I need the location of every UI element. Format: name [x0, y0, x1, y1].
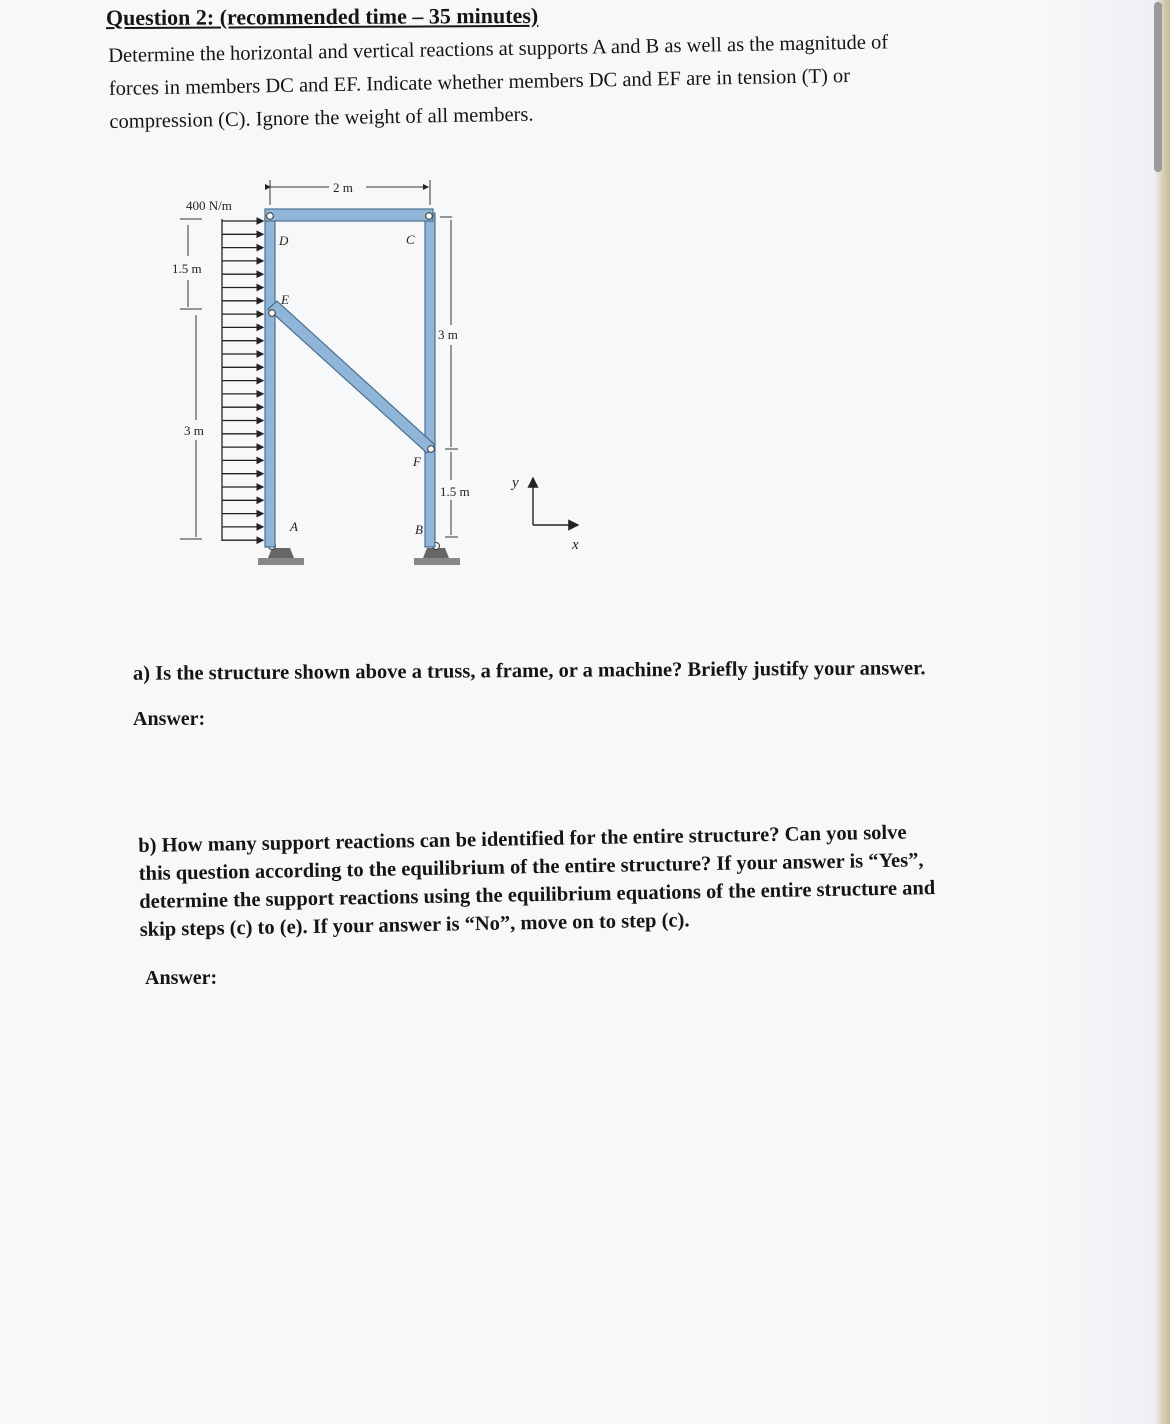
- question-title: Question 2: (recommended time – 35 minutes): [105, 2, 539, 31]
- question-b: b) How many support reactions can be identified for the entire structure? Can you solve this question according to the equilibrium of the entire structure? If your answer is “Yes”, determine the support reactions using the equilibrium equations of the entire structure and skip steps (c) to (e). If your answer is “No”, move on to step (c).: [138, 821, 936, 941]
- member-e-f: [268, 301, 435, 453]
- member-d-c: [265, 209, 433, 221]
- dim-right-bottom-label: 1.5 m: [440, 484, 470, 499]
- member-c-b: [425, 213, 435, 547]
- answer-a-label: Answer:: [133, 708, 206, 730]
- dim-left-bottom-label: 3 m: [184, 423, 204, 438]
- distributed-load: [222, 219, 263, 541]
- axis-y-label: y: [512, 475, 519, 491]
- dim-right-top-label: 3 m: [438, 327, 458, 342]
- support-a-label: A: [290, 519, 298, 534]
- question-a: a) Is the structure shown above a truss, a frame, or a machine? Briefly justify your answer.: [132, 657, 926, 685]
- member-a-d: [265, 217, 275, 547]
- dim-left-top-label: 1.5 m: [172, 261, 202, 276]
- frame-figure: [0, 0, 1170, 620]
- joint-d-label: D: [279, 233, 289, 248]
- load-label: 400 N/m: [186, 198, 232, 213]
- support-b-label: B: [415, 522, 423, 537]
- answer-b-label: Answer:: [145, 967, 218, 989]
- coordinate-axes: [533, 478, 578, 525]
- joint-e-label: E: [281, 292, 289, 307]
- pin-f: [428, 446, 435, 453]
- pin-e: [269, 310, 276, 317]
- support-b: [414, 543, 460, 566]
- axis-x-label: x: [572, 537, 579, 553]
- pin-c: [426, 213, 433, 220]
- pin-d: [267, 213, 274, 220]
- joint-c-label: C: [406, 232, 415, 247]
- frame-members: [265, 209, 435, 547]
- dim-top-label: 2 m: [333, 180, 353, 195]
- question-intro: Determine the horizontal and vertical reactions at supports A and B as well as the magnitude of forces in members DC and EF. Indicate whether members DC and EF are in tension (T) or compression (C). Ignore the weight of all members.: [108, 31, 889, 133]
- joint-f-label: F: [413, 454, 421, 469]
